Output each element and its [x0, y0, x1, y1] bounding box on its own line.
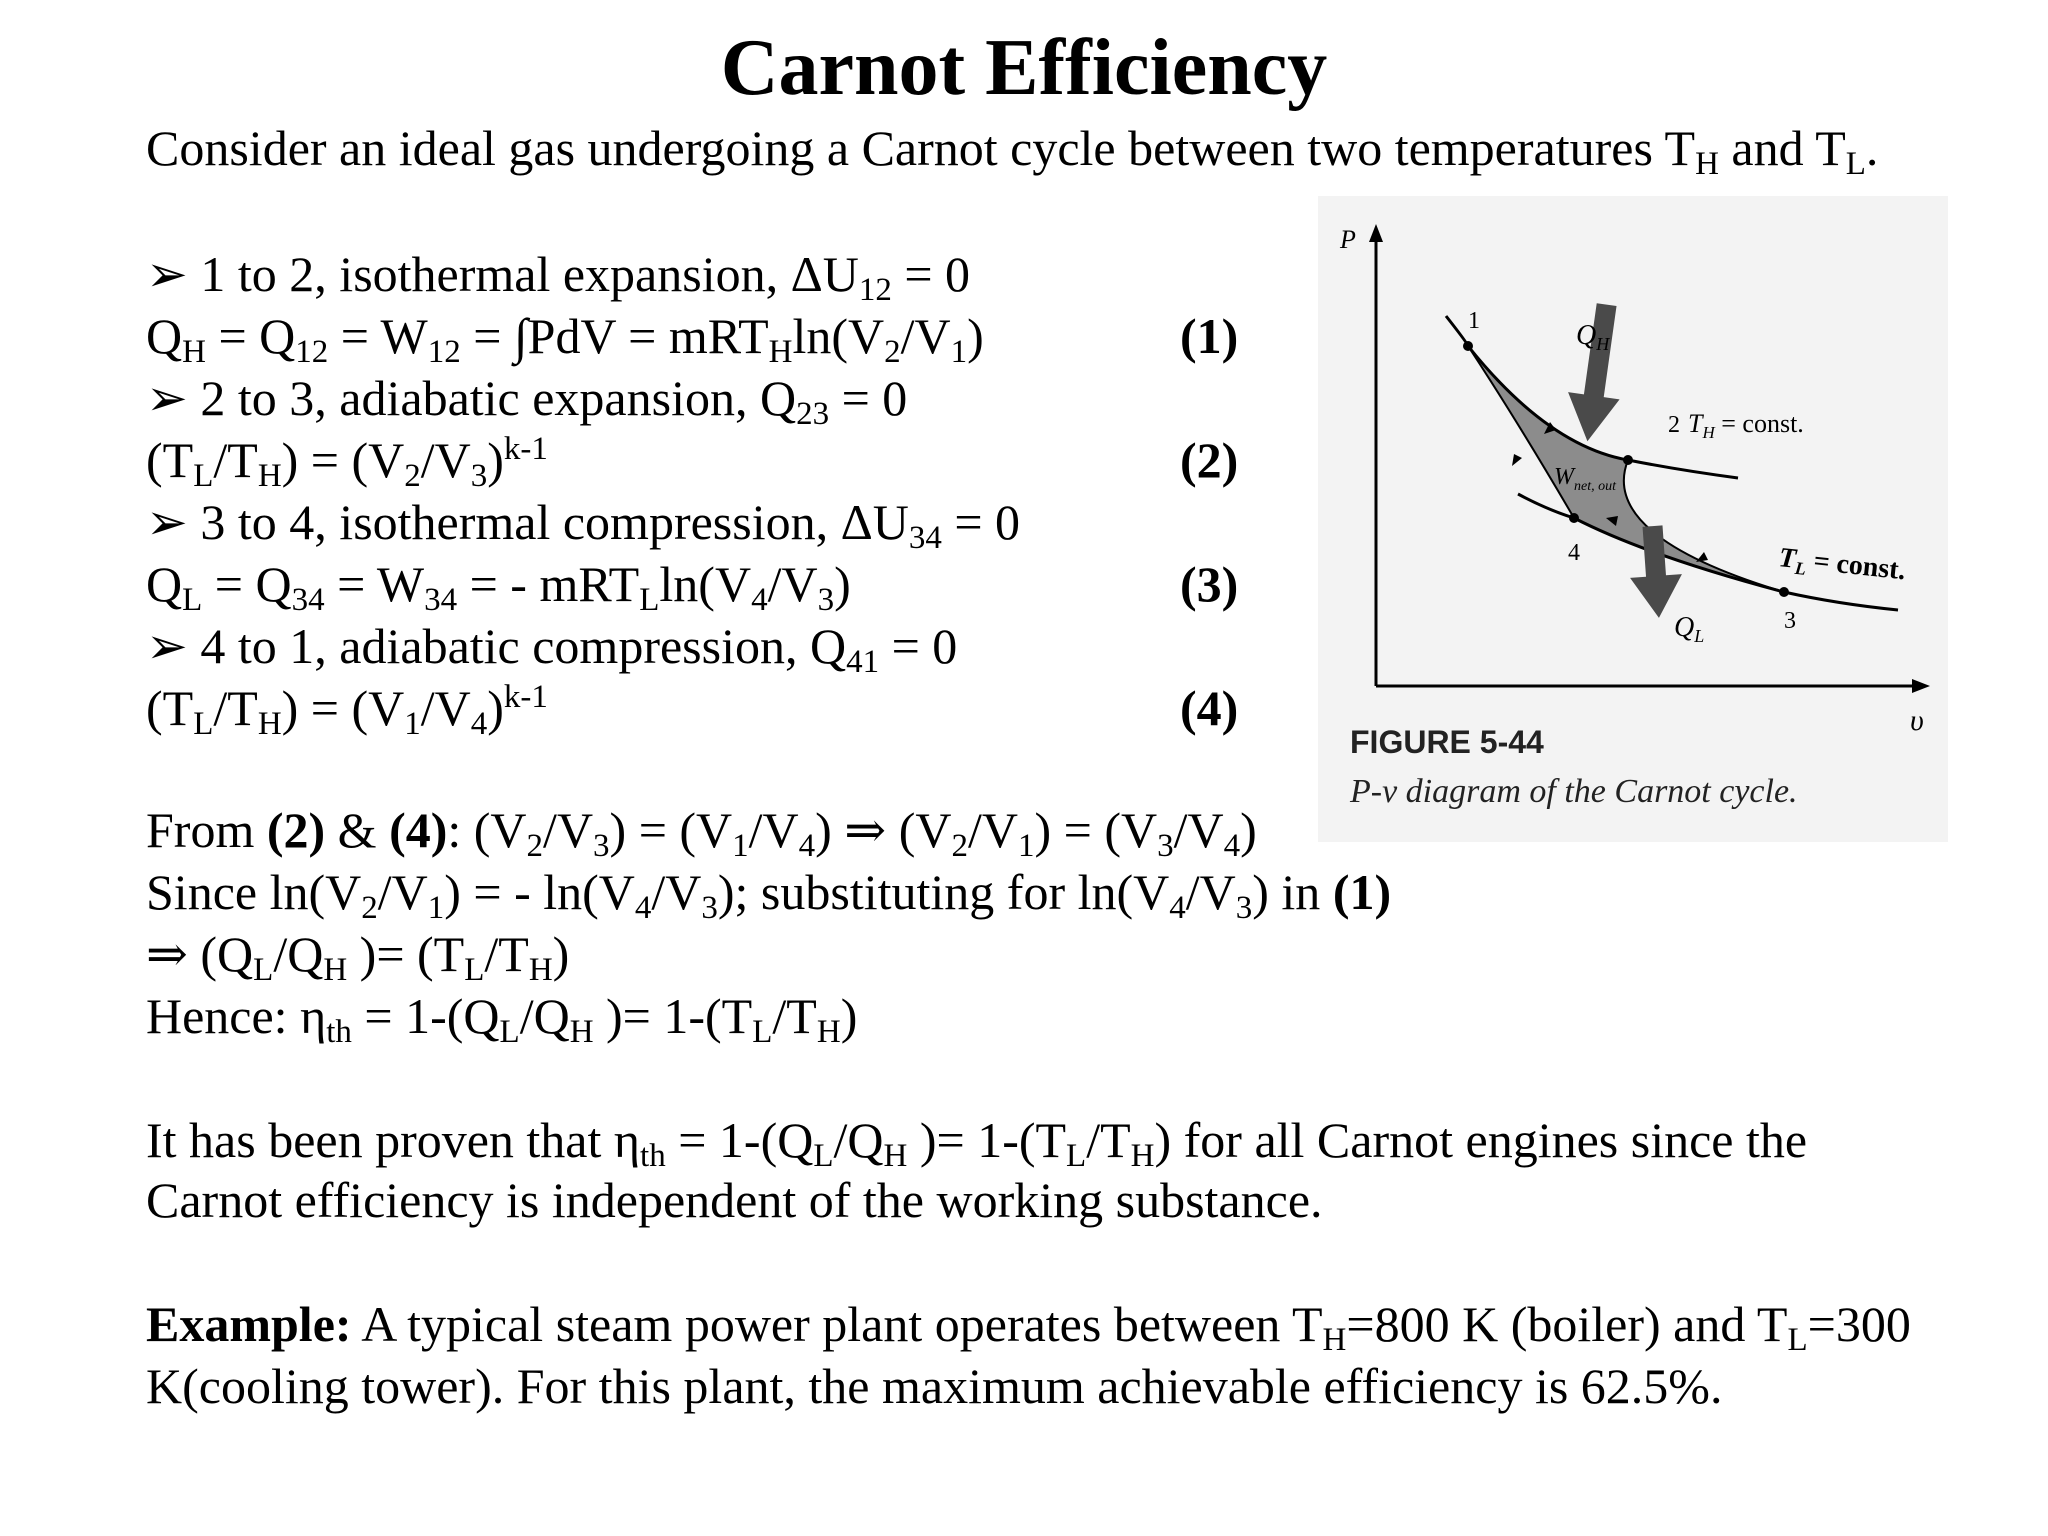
wnet-label: $W_{net, out}$ [1554, 464, 1616, 494]
proof-line-1: It has been proven that $\eta_{th} = 1-(Q_L/Q_H$ )= $1-(T_L/T_H)$ for all Carnot engines since the [146, 1112, 1808, 1175]
point-3-label: 3 [1784, 608, 1796, 634]
intro-line: Consider an ideal gas undergoing a Carnot cycle between two temperatures $T_H$ and $T_L$. [146, 120, 1879, 183]
point-4-label: 4 [1568, 540, 1580, 566]
equation-2: $(T_L/T_H) = (V_2/V_3)^{k-1}$ [146, 430, 548, 495]
bullet-arrow-icon: ➢ [146, 246, 188, 302]
point-3-dot [1779, 587, 1789, 597]
equation-number-1: (1) [1180, 308, 1239, 364]
derivation-since: Since $\ln(V_2/V_1)$ = - $\ln(V_4/V_3)$; substituting for $\ln(V_4/V_3)$ in (1) [146, 864, 1392, 927]
step-1: ➢ 1 to 2, isothermal expansion, $\Delta U_{12} = 0$ [146, 246, 971, 309]
equation-3: $Q_L = Q_{34} = W_{34}$ = - $mRT_L\ln(V_4/V_3)$ [146, 556, 851, 619]
direction-arrow-icon [1512, 454, 1522, 466]
direction-arrow-icon [1696, 552, 1708, 562]
equation-number-2: (2) [1180, 432, 1239, 488]
bullet-arrow-icon: ➢ [146, 370, 188, 426]
example-line-2: K(cooling tower). For this plant, the maximum achievable efficiency is 62.5%. [146, 1358, 1723, 1414]
figure-caption-text: P-v diagram of the Carnot cycle. [1350, 773, 1798, 810]
point-1-dot [1463, 341, 1473, 351]
example-line-1: Example: A typical steam power plant operates between $T_H=800$ K (boiler) and $T_L=300$ [146, 1296, 1911, 1359]
p-axis-label: P [1340, 225, 1356, 254]
figure-caption-title: FIGURE 5-44 [1350, 724, 1544, 760]
derivation-from: From (2) & (4): $(V_2/V_3) = (V_1/V_4)$ ⇒ $(V_2/V_1) = (V_3/V_4)$ [146, 802, 1257, 865]
step-4: ➢ 4 to 1, adiabatic compression, $Q_{41} = 0$ [146, 618, 958, 681]
ql-label: $Q_L$ [1674, 612, 1705, 646]
equation-number-3: (3) [1180, 556, 1239, 612]
equation-number-4: (4) [1180, 680, 1239, 736]
p-axis-arrow-icon [1369, 224, 1383, 242]
derivation-hence: Hence: $\eta_{th} = 1-(Q_L/Q_H$ )= $1-(T_L/T_H)$ [146, 988, 858, 1051]
point-1-label: 1 [1468, 308, 1480, 334]
derivation-ratio: ⇒ ($Q_L/Q_H$ )= $(T_L/T_H)$ [146, 926, 570, 989]
tl-const-label: $T_L$ = const. [1777, 542, 1908, 587]
bullet-arrow-icon: ➢ [146, 494, 188, 550]
qh-arrow-icon [1562, 301, 1633, 445]
step-3: ➢ 3 to 4, isothermal compression, $\Delta U_{34} = 0$ [146, 494, 1021, 557]
v-axis-arrow-icon [1912, 679, 1930, 693]
equation-4: $(T_L/T_H) = (V_1/V_4)^{k-1}$ [146, 678, 548, 743]
cycle-area [1468, 346, 1784, 592]
point-4-dot [1569, 513, 1579, 523]
point-2-dot [1623, 455, 1633, 465]
th-const-label: $T_H$ = const. [1688, 409, 1804, 442]
proof-line-2: Carnot efficiency is independent of the working substance. [146, 1172, 1323, 1228]
bullet-arrow-icon: ➢ [146, 618, 188, 674]
equation-1: $Q_H = Q_{12} = W_{12} = \int PdV = mRT_H\ln(V_2/V_1)$ [146, 308, 984, 371]
point-2-label: 2 [1668, 412, 1680, 438]
step-2: ➢ 2 to 3, adiabatic expansion, $Q_{23} = 0$ [146, 370, 908, 433]
page-title: Carnot Efficiency [720, 24, 1328, 112]
v-axis-label: υ [1910, 704, 1924, 737]
qh-label: $Q_H$ [1576, 320, 1610, 354]
